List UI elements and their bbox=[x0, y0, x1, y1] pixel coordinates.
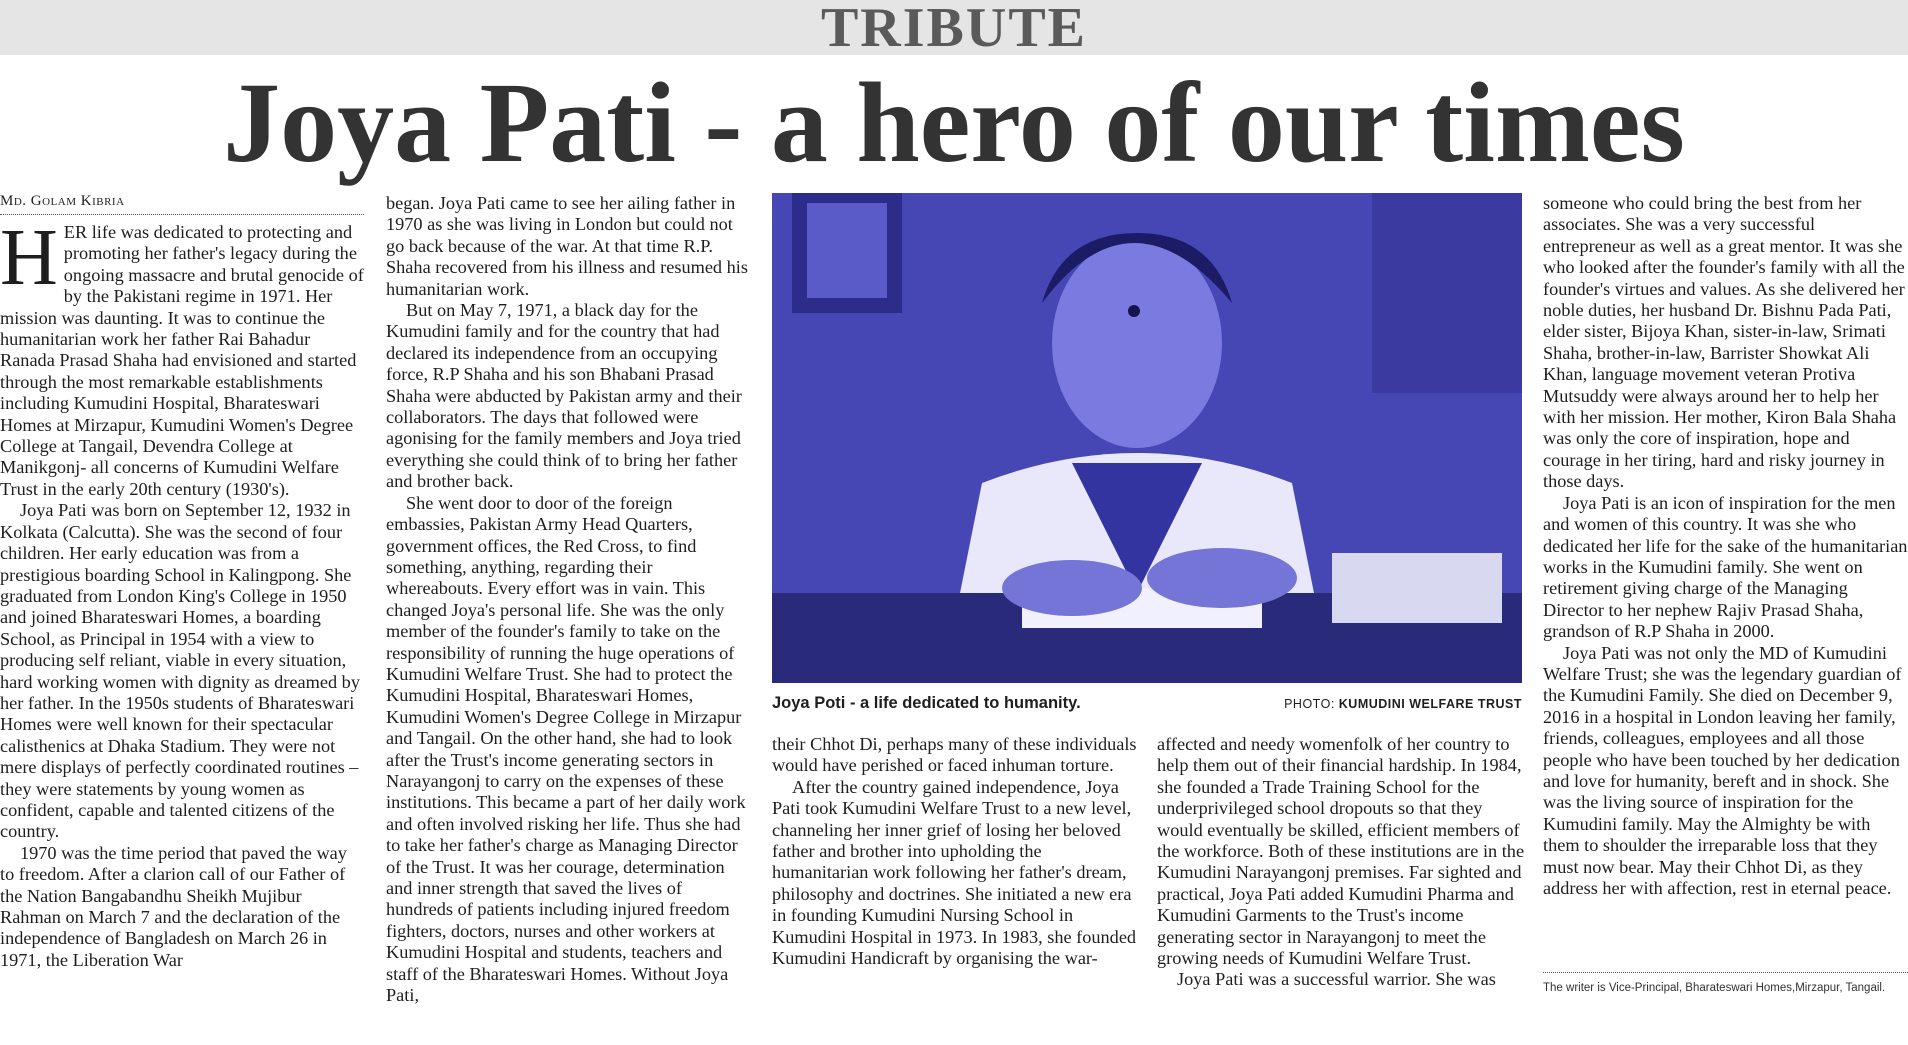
column-1 bbox=[0, 214, 364, 971]
column-5 bbox=[1543, 193, 1908, 899]
paragraph: Joya Pati was born on September 12, 1932 in Kolkata (Calcutta). She was the second of four children. Her early education was from a prestigious boarding School in Kalingpong. She graduated from London King's College in 1950 and joined Bharateswari Homes, a boarding School, as Principal in 1954 with a view to producing self reliant, viable in every situation, hard working women with dignity as dreamed by her father. In the 1950s students of Bharateswari Homes were well known for their spectacular calisthenics at Dhaka Stadium. They were not mere displays of perfectly coordinated routines – they were statements by young women as confident, capable and talented citizens of the country. bbox=[0, 500, 360, 842]
photo-credit bbox=[1284, 697, 1522, 711]
bindi bbox=[1128, 305, 1140, 317]
credit-name: KUMUDINI WELFARE TRUST bbox=[1338, 697, 1522, 711]
paragraph: Joya Pati is an icon of inspiration for the men and women of this country. It was she who dedicated her life for the sake of the humanitarian works in the Kumudini family. She went on retirement giving charge of the Managing Director to her nephew Rajiv Prasad Shaha, grandson of R.P Shaha in 2000. bbox=[1543, 492, 1908, 642]
column-3 bbox=[772, 734, 1138, 969]
paragraph: affected and needy womenfolk of her country to help them out of their financial hardship. In 1984, she founded a Trade Training School for the underprivileged school dropouts so that they would eventually be skilled, efficient members of the workforce. Both of these institutions are in the Kumudini Narayangonj premises. Far sighted and practical, Joya Pati added Kumudini Pharma and Kumudini Garments to the Trust's income generating sector in Narayangonj to meet the growing needs of Kumudini Welfare Trust. bbox=[1157, 734, 1525, 969]
paragraph: Joya Pati was a successful warrior. She was bbox=[1177, 969, 1496, 990]
background-window bbox=[1372, 193, 1522, 393]
section-label: TRIBUTE bbox=[820, 0, 1088, 59]
face bbox=[1052, 238, 1222, 448]
paragraph bbox=[0, 214, 364, 500]
paragraph: 1970 was the time period that paved the way to freedom. After a clarion call of our Father of the Nation Bangabandhu Sheikh Mujibur Rahman on March 7 and the declaration of the independence of Bangladesh on March 26 in 1971, the Liberation War bbox=[0, 842, 347, 970]
writer-note: The writer is Vice-Principal, Bharateswari Homes,Mirzapur, Tangail. bbox=[1543, 972, 1908, 996]
hand-left bbox=[1002, 560, 1142, 616]
paragraph: She went door to door of the foreign embassies, Pakistan Army Head Quarters, government offices, the Red Cross, to find something, anything, regarding their whereabouts. Every effort was in vain. This changed Joya's personal life. She was the only member of the founder's family to take on the responsibility of running the huge operations of Kumudini Welfare Trust. She had to protect the Kumudini Hospital, Bharateswari Homes, Kumudini Women's Degree College in Mirzapur and Tangail. On the other hand, she had to look after the Trust's income generating sectors in Narayangonj to carry on the expenses of these institutions. This became a part of her daily work and often involved risking her life. Thus she had to take her father's charge as Managing Director of the Trust. It was her courage, determination and inner strength that saved the lives of hundreds of patients including injured freedom fighters, doctors, nurses and other workers at Kumudini Hospital and students, teachers and staff of the Bharateswari Homes. Without Joya Pati, bbox=[386, 492, 746, 1006]
byline: Md. Golam Kibria bbox=[0, 193, 364, 215]
paragraph: their Chhot Di, perhaps many of these individuals would have perished or faced inhuman torture. bbox=[772, 734, 1137, 776]
paragraph: someone who could bring the best from her associates. She was a very successful entrepreneur as well as a great mentor. It was she who looked after the founder's family with all the founder's virtues and values. As she delivered her noble duties, her husband Dr. Bishnu Pada Pati, elder sister, Bijoya Khan, sister-in-law, Srimati Shaha, brother-in-law, Barrister Showkat Ali Khan, language movement veteran Protiva Mutsuddy were always around her to help her with her mission. Her mother, Kiron Bala Shaha was only the core of inspiration, hope and courage in her tiring, hard and risky journey in those days. bbox=[1543, 193, 1905, 492]
books bbox=[1332, 553, 1502, 623]
column-4 bbox=[1157, 734, 1525, 991]
paragraph: Joya Pati was not only the MD of Kumudini Welfare Trust; she was the legendary guardian of the Kumudini Family. She died on December 9, 2016 in a hospital in London leaving her family, friends, colleagues, employees and all those people who have been touched by her dedication and love for humanity, bereft and in shock. She was the living source of inspiration for the Kumudini family. May the Almighty be with them to shoulder the irreparable loss that they must now bear. May their Chhot Di, as they address her with affection, rest in eternal peace. bbox=[1543, 642, 1902, 898]
background-picture bbox=[807, 203, 887, 298]
paragraph-text: ER life was dedicated to protecting and promoting her father's legacy during the ongoing massacre and brutal genocide of by the Pakistani regime in 1971. Her mission was daunting. It was to continue the humanitarian work her father Rai Bahadur Ranada Prasad Shaha had envisioned and started through the most remarkable establishments including Kumudini Hospital, Bharateswari Homes at Mirzapur, Kumudini Women's Degree College at Tangail, Devendra College at Manikgonj- all concerns of Kumudini Welfare Trust in the early 20th century (1930's). bbox=[0, 222, 364, 499]
caption-text: Joya Poti - a life dedicated to humanity. bbox=[772, 694, 1081, 712]
drop-cap: H bbox=[0, 214, 58, 302]
credit-prefix: PHOTO: bbox=[1284, 697, 1335, 711]
section-banner bbox=[0, 0, 1908, 59]
headline: Joya Pati - a hero of our times bbox=[223, 59, 1685, 186]
photo-illustration bbox=[772, 193, 1522, 683]
column-2 bbox=[386, 193, 752, 1006]
photo-caption bbox=[772, 694, 1522, 718]
hand-right bbox=[1147, 548, 1297, 608]
article-photo bbox=[772, 193, 1522, 683]
paragraph: After the country gained independence, Joya Pati took Kumudini Welfare Trust to a new level, channeling her inner grief of losing her beloved father and brother into upholding the humanitarian work following her father's dream, philosophy and doctrines. She initiated a new era in founding Kumudini Nursing School in Kumudini Hospital in 1973. In 1983, she founded Kumudini Handicraft by organising the war- bbox=[772, 776, 1137, 969]
paragraph: began. Joya Pati came to see her ailing father in 1970 as she was living in London but could not go back because of the war. At that time R.P. Shaha recovered from his illness and resumed his humanitarian work. bbox=[386, 193, 748, 299]
paragraph: But on May 7, 1971, a black day for the Kumudini family and for the country that had declared its independence from an occupying force, R.P Shaha and his son Bhabani Prasad Shaha were abducted by Pakistan army and their collaborators. The days that followed were agonising for the family members and Joya tried everything she could think of to bring her father and brother back. bbox=[386, 300, 742, 492]
